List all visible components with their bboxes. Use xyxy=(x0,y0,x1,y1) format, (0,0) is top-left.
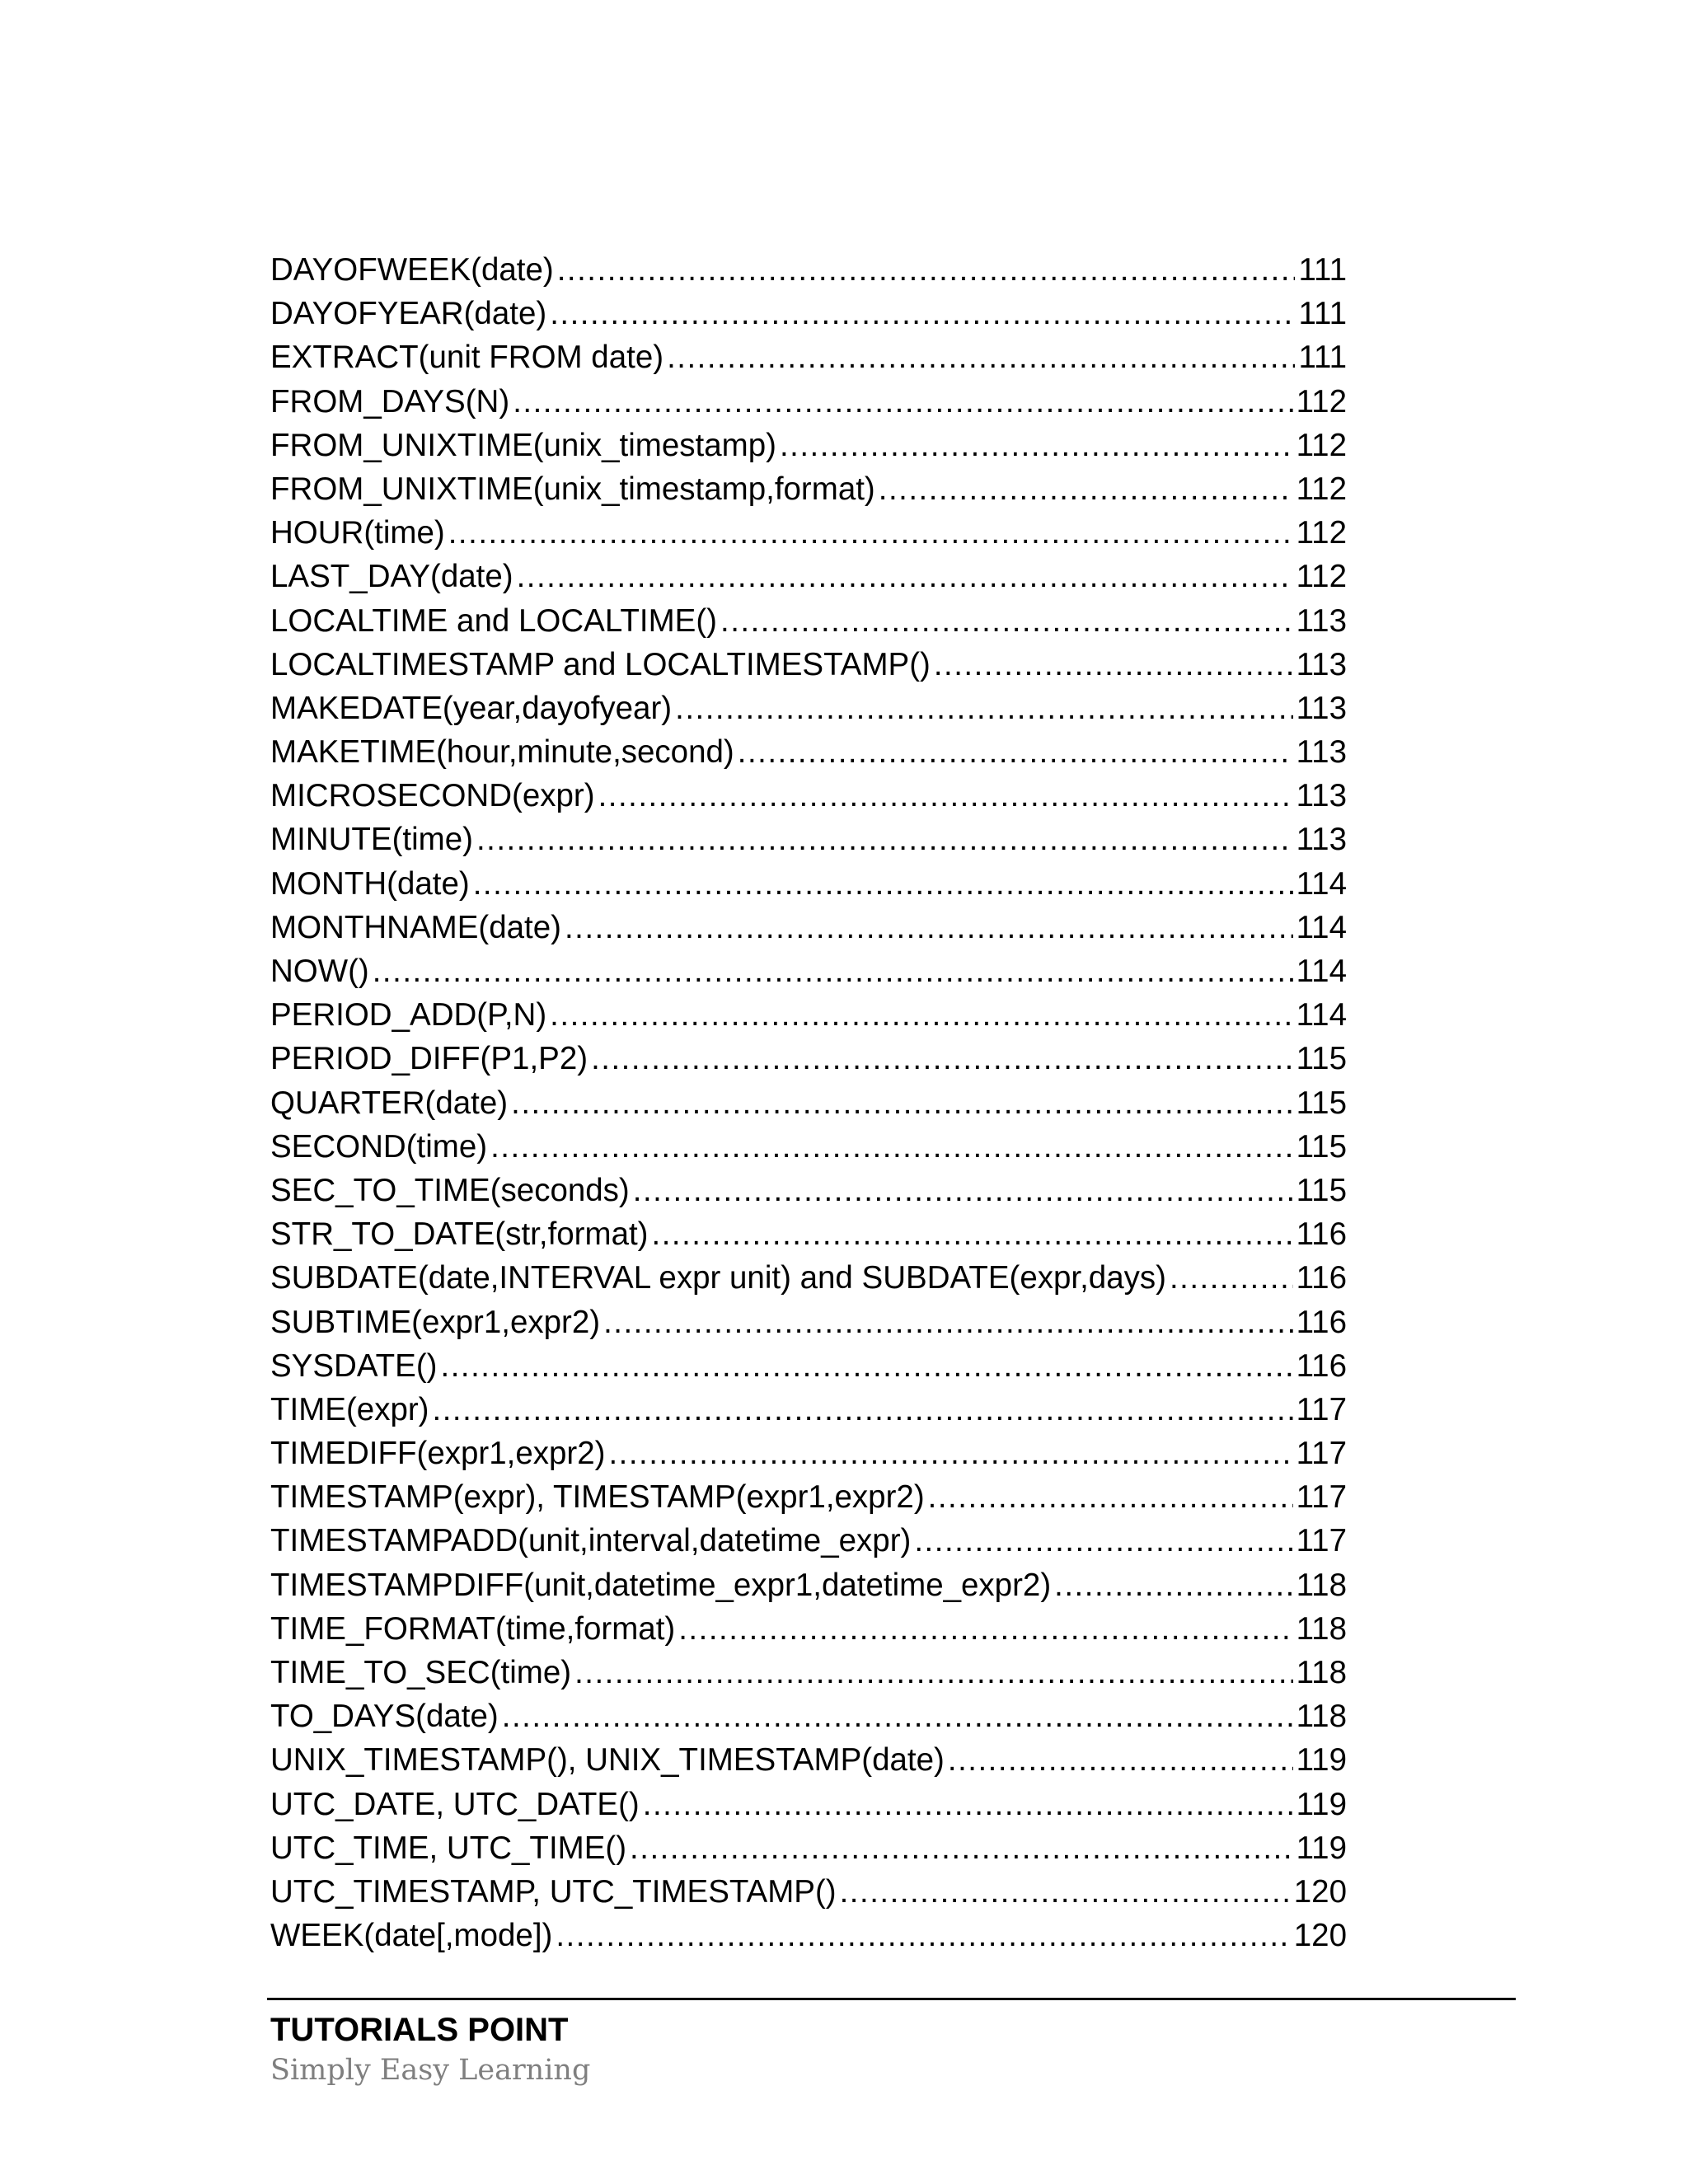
toc-dot-leader xyxy=(517,555,1293,598)
toc-entry[interactable] xyxy=(270,555,1347,598)
toc-entry-page-number: 113 xyxy=(1296,734,1347,771)
toc-entry-page-number: 119 xyxy=(1296,1786,1347,1822)
toc-entry-label: PERIOD_DIFF(P1,P2) xyxy=(270,1041,588,1077)
toc-entry-label: NOW() xyxy=(270,954,369,989)
toc-entry[interactable] xyxy=(270,1914,1347,1957)
toc-entry[interactable] xyxy=(270,818,1347,861)
toc-entry-page-number: 117 xyxy=(1296,1391,1347,1427)
toc-dot-leader xyxy=(928,1475,1293,1519)
footer-divider xyxy=(267,1998,1516,2000)
toc-dot-leader xyxy=(633,1169,1293,1212)
toc-dot-leader xyxy=(433,1388,1293,1432)
toc-entry-label: WEEK(date[,mode]) xyxy=(270,1918,553,1954)
toc-entry-label: TIMESTAMPDIFF(unit,datetime_expr1,datetime_expr2) xyxy=(270,1567,1052,1603)
toc-dot-leader xyxy=(914,1519,1292,1563)
toc-entry-label: UNIX_TIMESTAMP(), UNIX_TIMESTAMP(date) xyxy=(270,1742,945,1779)
toc-dot-leader xyxy=(511,1081,1292,1125)
toc-entry-label: TIMESTAMP(expr), TIMESTAMP(expr1,expr2) xyxy=(270,1479,925,1516)
toc-entry-page-number: 113 xyxy=(1296,646,1347,682)
toc-dot-leader xyxy=(476,818,1293,861)
toc-entry-page-number: 114 xyxy=(1296,909,1347,945)
toc-entry-page-number: 118 xyxy=(1296,1655,1347,1690)
toc-entry-label: TIME_TO_SEC(time) xyxy=(270,1655,572,1690)
toc-entry-page-number: 111 xyxy=(1298,340,1347,376)
toc-entry-page-number: 112 xyxy=(1296,383,1347,419)
toc-entry[interactable] xyxy=(270,599,1347,643)
toc-dot-leader xyxy=(448,511,1293,555)
toc-entry[interactable] xyxy=(270,1519,1347,1563)
toc-entry-page-number: 117 xyxy=(1296,1479,1347,1516)
toc-entry-label: SECOND(time) xyxy=(270,1128,488,1165)
toc-entry-label: TIMESTAMPADD(unit,interval,datetime_expr) xyxy=(270,1523,912,1559)
toc-entry-label: TIME(expr) xyxy=(270,1391,429,1427)
toc-entry-label: MONTHNAME(date) xyxy=(270,909,561,945)
toc-entry-page-number: 114 xyxy=(1296,865,1347,902)
toc-entry-label: UTC_TIMESTAMP, UTC_TIMESTAMP() xyxy=(270,1873,837,1910)
toc-entry[interactable] xyxy=(270,1826,1347,1870)
toc-dot-leader xyxy=(513,380,1292,424)
toc-dot-leader xyxy=(574,1651,1293,1694)
toc-entry-page-number: 119 xyxy=(1296,1742,1347,1779)
toc-entry-label: TIMEDIFF(expr1,expr2) xyxy=(270,1436,606,1472)
toc-entry-label: TO_DAYS(date) xyxy=(270,1699,499,1735)
toc-entry[interactable] xyxy=(270,1301,1347,1344)
toc-entry[interactable] xyxy=(270,1388,1347,1432)
toc-entry-page-number: 113 xyxy=(1296,822,1347,858)
toc-entry-page-number: 114 xyxy=(1296,954,1347,989)
toc-dot-leader xyxy=(840,1870,1291,1914)
toc-entry-label: MAKETIME(hour,minute,second) xyxy=(270,734,734,771)
toc-entry-label: PERIOD_ADD(P,N) xyxy=(270,997,547,1033)
toc-entry[interactable] xyxy=(270,774,1347,818)
toc-entry[interactable] xyxy=(270,335,1347,379)
toc-entry[interactable] xyxy=(270,1870,1347,1914)
toc-entry[interactable] xyxy=(270,1169,1347,1212)
toc-dot-leader xyxy=(652,1212,1293,1256)
toc-entry-label: UTC_TIME, UTC_TIME() xyxy=(270,1830,627,1866)
toc-entry-label: MONTH(date) xyxy=(270,865,470,902)
toc-entry-label: MAKEDATE(year,dayofyear) xyxy=(270,690,673,726)
toc-dot-leader xyxy=(490,1125,1293,1169)
toc-entry-page-number: 112 xyxy=(1296,471,1347,507)
toc-entry-page-number: 115 xyxy=(1296,1128,1347,1165)
toc-dot-leader xyxy=(565,906,1293,949)
toc-dot-leader xyxy=(1170,1256,1293,1300)
toc-entry[interactable] xyxy=(270,1212,1347,1256)
toc-dot-leader xyxy=(591,1037,1293,1080)
toc-entry[interactable] xyxy=(270,993,1347,1037)
toc-dot-leader xyxy=(550,993,1292,1037)
toc-entry-label: QUARTER(date) xyxy=(270,1085,509,1121)
toc-dot-leader xyxy=(720,599,1293,643)
toc-entry-page-number: 116 xyxy=(1296,1304,1347,1340)
toc-entry-page-number: 117 xyxy=(1296,1523,1347,1559)
toc-entry-page-number: 115 xyxy=(1296,1085,1347,1121)
toc-entry-page-number: 117 xyxy=(1296,1436,1347,1472)
toc-entry[interactable] xyxy=(270,730,1347,774)
toc-dot-leader xyxy=(603,1301,1293,1344)
toc-entry-label: HOUR(time) xyxy=(270,515,445,551)
toc-entry-page-number: 113 xyxy=(1296,778,1347,814)
toc-entry[interactable] xyxy=(270,1081,1347,1125)
toc-dot-leader xyxy=(1054,1563,1292,1607)
toc-entry[interactable] xyxy=(270,1651,1347,1694)
footer-brand-title: TUTORIALS POINT xyxy=(270,2012,569,2048)
toc-entry-page-number: 112 xyxy=(1296,559,1347,595)
toc-dot-leader xyxy=(502,1694,1293,1738)
toc-dot-leader xyxy=(441,1344,1293,1388)
toc-entry[interactable] xyxy=(270,1344,1347,1388)
toc-entry[interactable] xyxy=(270,1432,1347,1475)
toc-dot-leader xyxy=(948,1738,1293,1782)
toc-dot-leader xyxy=(373,949,1293,993)
table-of-contents xyxy=(270,248,1347,1957)
toc-entry[interactable] xyxy=(270,1037,1347,1080)
toc-entry-page-number: 113 xyxy=(1296,690,1347,726)
toc-entry[interactable] xyxy=(270,248,1347,292)
toc-dot-leader xyxy=(738,730,1293,774)
toc-dot-leader xyxy=(667,335,1295,379)
toc-entry-page-number: 112 xyxy=(1296,515,1347,551)
toc-entry-label: EXTRACT(unit FROM date) xyxy=(270,340,664,376)
toc-entry-page-number: 118 xyxy=(1296,1610,1347,1647)
toc-entry-page-number: 120 xyxy=(1293,1873,1347,1910)
toc-dot-leader xyxy=(550,292,1295,335)
toc-entry[interactable] xyxy=(270,467,1347,511)
toc-entry-label: TIME_FORMAT(time,format) xyxy=(270,1610,676,1647)
toc-entry-page-number: 116 xyxy=(1296,1347,1347,1384)
toc-entry-page-number: 119 xyxy=(1296,1830,1347,1866)
toc-dot-leader xyxy=(473,862,1293,906)
toc-entry[interactable] xyxy=(270,1563,1347,1607)
toc-entry[interactable] xyxy=(270,1783,1347,1826)
toc-entry[interactable] xyxy=(270,1738,1347,1782)
toc-entry-label: FROM_UNIXTIME(unix_timestamp,format) xyxy=(270,471,875,507)
toc-entry-label: DAYOFYEAR(date) xyxy=(270,296,547,332)
toc-dot-leader xyxy=(557,248,1296,292)
toc-entry-page-number: 112 xyxy=(1296,427,1347,463)
footer-brand-tagline: Simply Easy Learning xyxy=(270,2054,591,2087)
toc-entry-page-number: 116 xyxy=(1296,1216,1347,1253)
toc-entry-page-number: 116 xyxy=(1296,1260,1347,1296)
toc-entry[interactable] xyxy=(270,1607,1347,1651)
toc-entry-label: SUBDATE(date,INTERVAL expr unit) and SUBDATE(expr,days) xyxy=(270,1260,1166,1296)
toc-dot-leader xyxy=(780,424,1293,467)
toc-entry[interactable] xyxy=(270,949,1347,993)
toc-dot-leader xyxy=(879,467,1293,511)
toc-entry[interactable] xyxy=(270,380,1347,424)
toc-entry-label: MICROSECOND(expr) xyxy=(270,778,595,814)
toc-dot-leader xyxy=(556,1914,1290,1957)
toc-entry-page-number: 113 xyxy=(1296,602,1347,639)
toc-dot-leader xyxy=(934,643,1293,687)
toc-entry[interactable] xyxy=(270,862,1347,906)
toc-entry-page-number: 111 xyxy=(1298,296,1347,332)
toc-entry[interactable] xyxy=(270,1125,1347,1169)
toc-entry-label: MINUTE(time) xyxy=(270,822,473,858)
toc-entry-page-number: 114 xyxy=(1296,997,1347,1033)
toc-entry-page-number: 118 xyxy=(1296,1567,1347,1603)
toc-entry[interactable] xyxy=(270,1475,1347,1519)
toc-entry-page-number: 118 xyxy=(1296,1699,1347,1735)
toc-entry[interactable] xyxy=(270,292,1347,335)
toc-entry-label: SEC_TO_TIME(seconds) xyxy=(270,1172,630,1208)
toc-entry-label: SUBTIME(expr1,expr2) xyxy=(270,1304,601,1340)
toc-entry-label: FROM_DAYS(N) xyxy=(270,383,510,419)
toc-entry[interactable] xyxy=(270,1256,1347,1300)
toc-entry-page-number: 120 xyxy=(1293,1918,1347,1954)
toc-entry-label: LOCALTIMESTAMP and LOCALTIMESTAMP() xyxy=(270,646,931,682)
toc-entry-label: SYSDATE() xyxy=(270,1347,438,1384)
toc-entry[interactable] xyxy=(270,643,1347,687)
toc-entry[interactable] xyxy=(270,424,1347,467)
toc-entry-label: LOCALTIME and LOCALTIME() xyxy=(270,602,717,639)
toc-entry-page-number: 115 xyxy=(1296,1041,1347,1077)
toc-entry-label: UTC_DATE, UTC_DATE() xyxy=(270,1786,640,1822)
toc-entry-page-number: 111 xyxy=(1298,252,1347,288)
toc-entry-label: DAYOFWEEK(date) xyxy=(270,252,554,288)
toc-dot-leader xyxy=(598,774,1293,818)
toc-dot-leader xyxy=(643,1783,1293,1826)
toc-entry-page-number: 115 xyxy=(1296,1172,1347,1208)
toc-entry[interactable] xyxy=(270,511,1347,555)
toc-entry[interactable] xyxy=(270,906,1347,949)
toc-dot-leader xyxy=(678,1607,1292,1651)
toc-dot-leader xyxy=(630,1826,1293,1870)
toc-entry-label: STR_TO_DATE(str,format) xyxy=(270,1216,649,1253)
toc-entry[interactable] xyxy=(270,687,1347,730)
toc-dot-leader xyxy=(608,1432,1292,1475)
toc-entry-label: LAST_DAY(date) xyxy=(270,559,513,595)
toc-dot-leader xyxy=(675,687,1292,730)
toc-entry[interactable] xyxy=(270,1694,1347,1738)
toc-entry-label: FROM_UNIXTIME(unix_timestamp) xyxy=(270,427,776,463)
